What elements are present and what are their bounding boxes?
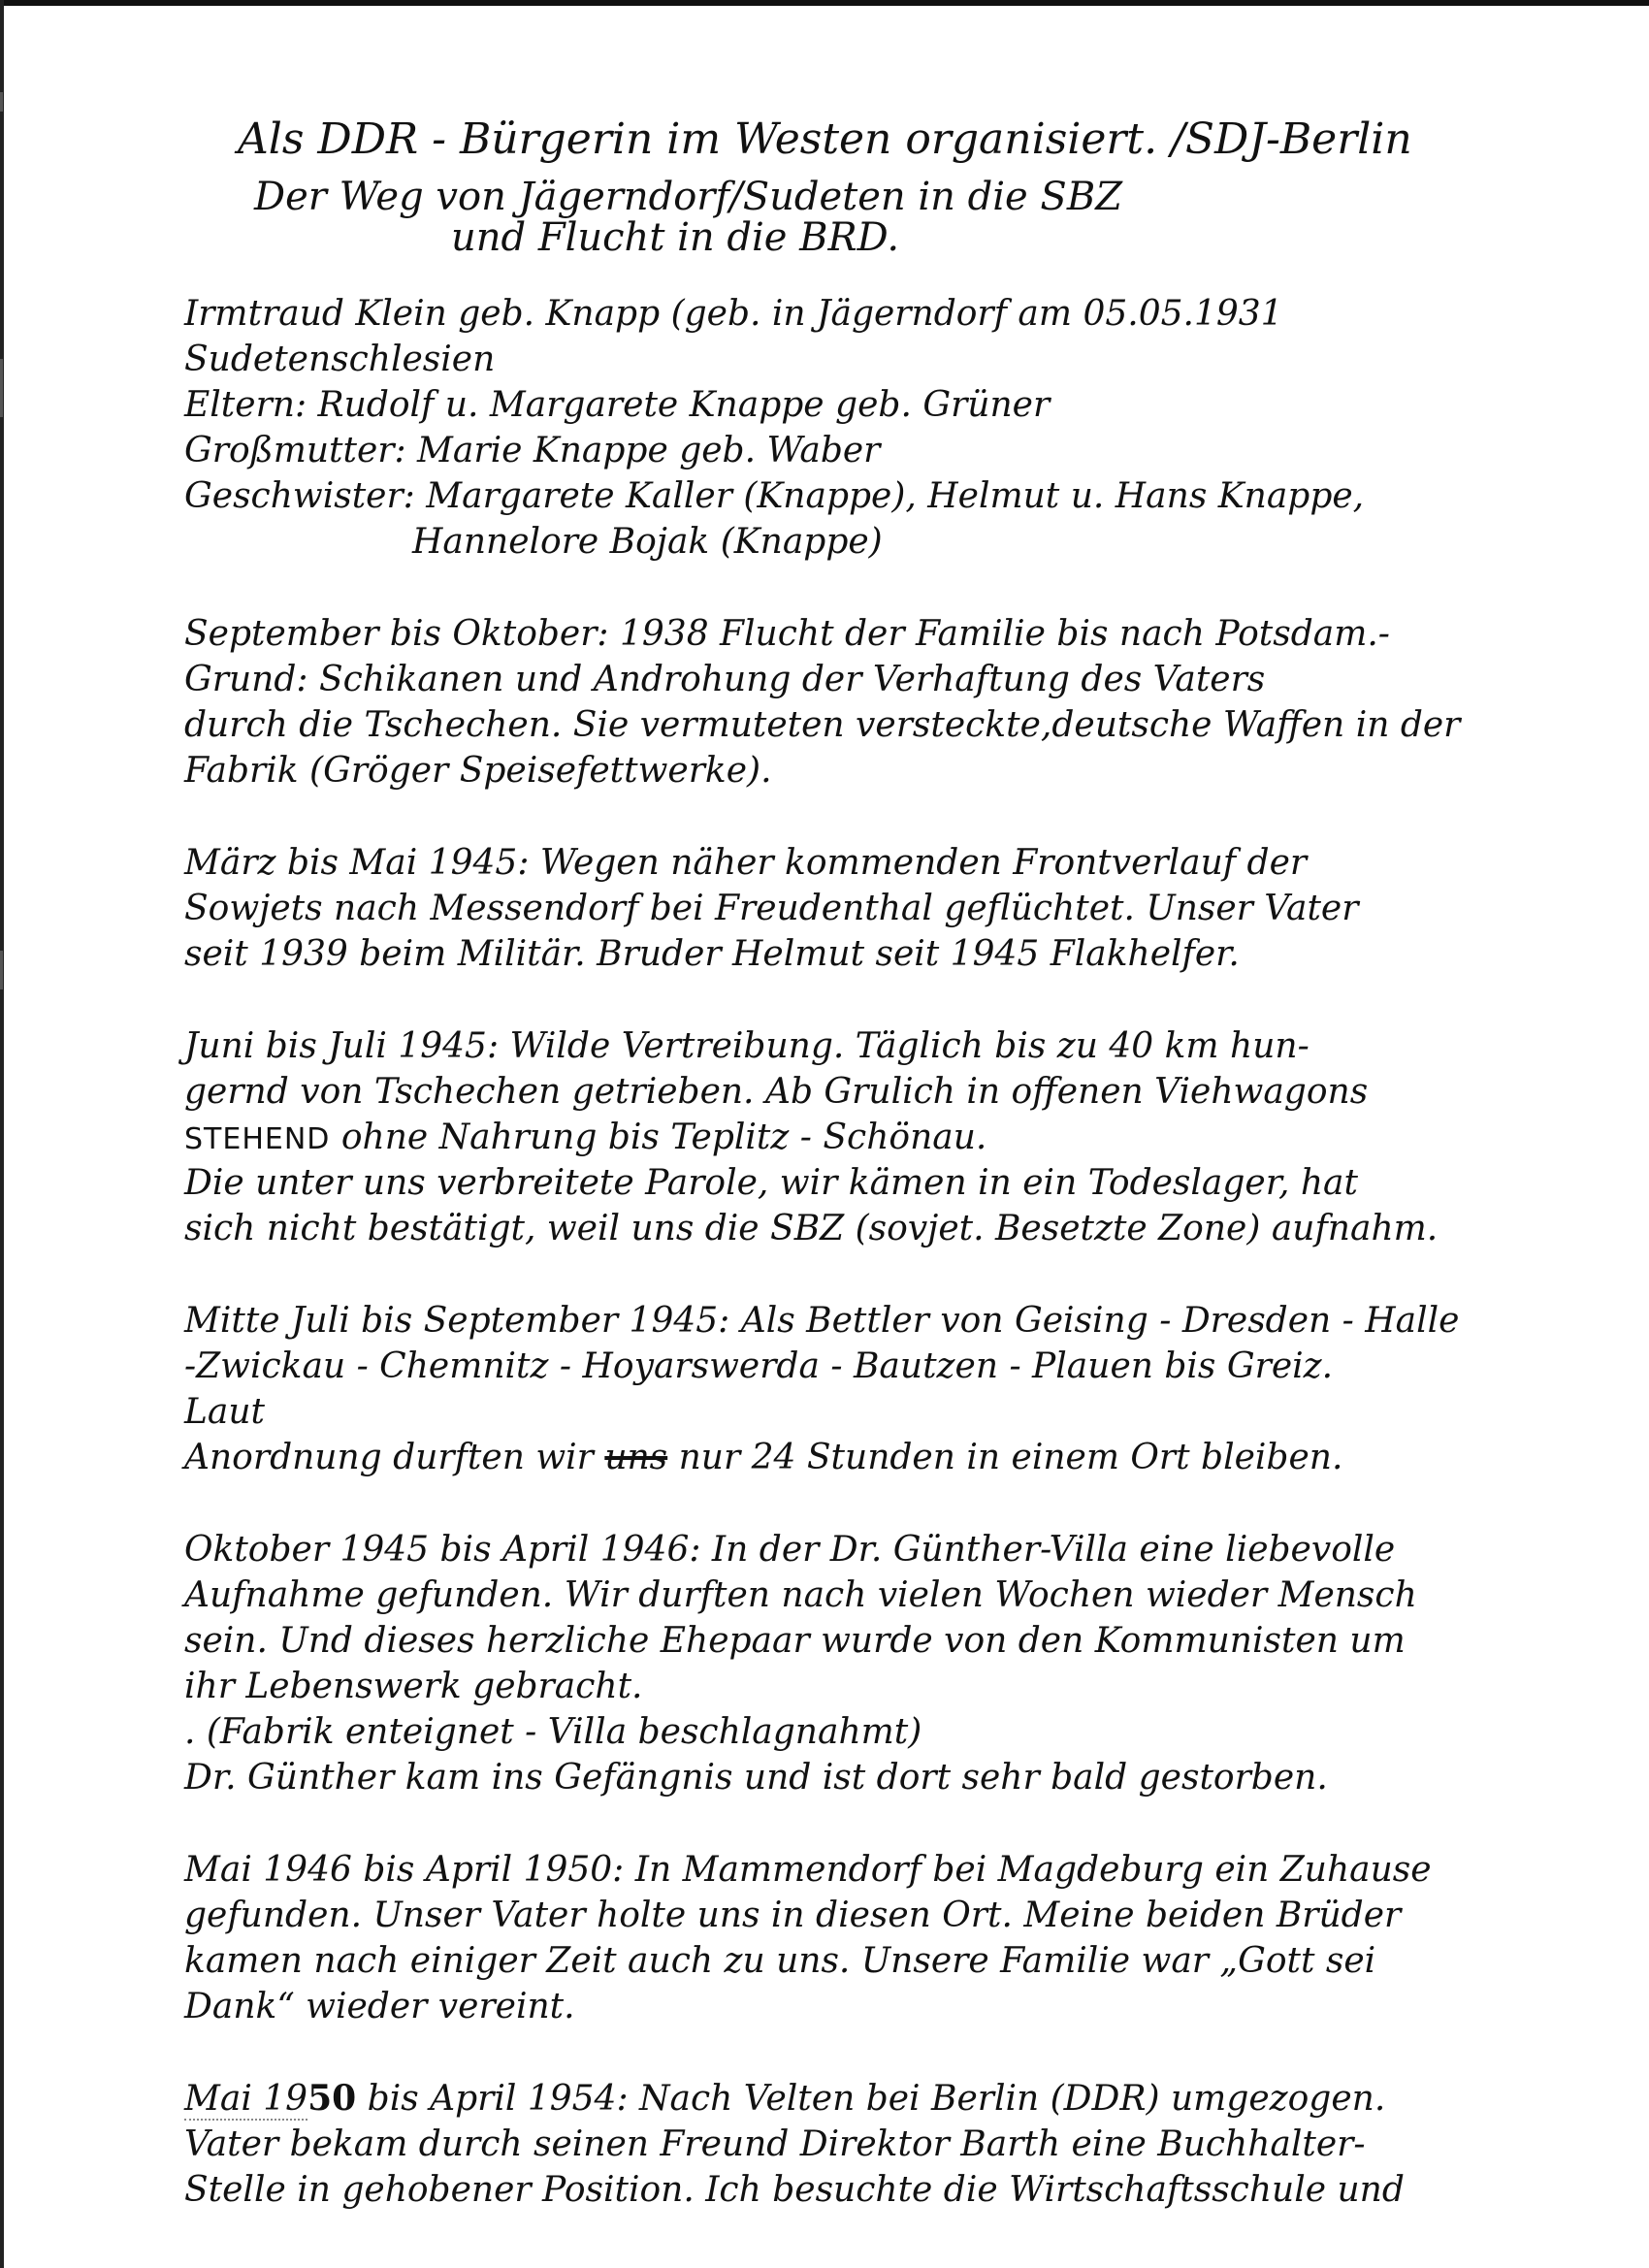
text-line: März bis Mai 1945: Wegen näher kommenden Frontverlauf der [184, 843, 1308, 883]
section-1945-october [184, 1527, 1523, 1800]
text-line: seit 1939 beim Militär. Bruder Helmut seit 1945 Flakhelfer. [184, 934, 1240, 974]
scan-edge-left [0, 0, 4, 2268]
text-fragment: bis April 1954: Nach Velten bei Berlin (DDR) umgezogen. [356, 2079, 1386, 2119]
text-fragment: Mai 19 [184, 2079, 308, 2119]
text-line: Geschwister: Margarete Kaller (Knappe), Helmut u. Hans Knappe, [184, 476, 1365, 516]
text-line: gernd von Tschechen getrieben. Ab Grulich in offenen Viehwagons [184, 1072, 1369, 1112]
text-line: September bis Oktober: 1938 Flucht der Familie bis nach Potsdam.- [184, 614, 1390, 654]
text-fragment: ohne Nahrung bis Teplitz - Schönau. [330, 1118, 987, 1157]
scan-mark [0, 359, 3, 417]
text-line: Großmutter: Marie Knappe geb. Waber [184, 431, 881, 470]
document-subtitle: Der Weg von Jägerndorf/Sudeten in die SBZ [254, 175, 1123, 219]
text-line: Eltern: Rudolf u. Margarete Knappe geb. Grüner [184, 385, 1051, 425]
text-line: Sudetenschlesien [184, 340, 496, 379]
emphasis-caps: STEHEND [184, 1122, 331, 1156]
text-line: Dank“ wieder vereint. [184, 1987, 575, 2026]
overwritten-number: 50 [307, 2078, 357, 2119]
document-subtitle-2: und Flucht in die BRD. [451, 215, 900, 260]
struck-word: uns [604, 1438, 668, 1477]
section-1938 [184, 611, 1523, 794]
text-line: Sowjets nach Messendorf bei Freudenthal geflüchtet. Unser Vater [184, 889, 1359, 928]
section-1945-march [184, 840, 1523, 977]
text-line: Dr. Günther kam ins Gefängnis und ist dort sehr bald gestorben. [184, 1758, 1328, 1798]
text-line: Vater bekam durch seinen Freund Direktor Barth eine Buchhalter- [184, 2124, 1366, 2164]
text-line: -Zwickau - Chemnitz - Hoyarswerda - Bautzen - Plauen bis Greiz. [184, 1346, 1334, 1386]
text-line: Die unter uns verbreitete Parole, wir kämen in ein Todeslager, hat [184, 1163, 1358, 1203]
text-line: Aufnahme gefunden. Wir durften nach vielen Wochen wieder Mensch [184, 1575, 1417, 1615]
text-line: Fabrik (Gröger Speisefettwerke). [184, 751, 772, 791]
text-line: Juni bis Juli 1945: Wilde Vertreibung. Täglich bis zu 40 km hun- [184, 1026, 1310, 1066]
text-line [184, 1115, 1523, 1160]
text-line: durch die Tschechen. Sie vermuteten versteckte,deutsche Waffen in der [184, 705, 1461, 745]
scan-mark [0, 92, 3, 112]
section-1945-june [184, 1023, 1523, 1251]
text-line: Grund: Schikanen und Androhung der Verhaftung des Vaters [184, 660, 1266, 699]
scan-mark [0, 951, 3, 989]
text-line: sein. Und dieses herzliche Ehepaar wurde von den Kommunisten um [184, 1621, 1406, 1661]
text-line: ihr Lebenswerk gebracht. [184, 1667, 643, 1706]
scan-edge-top [0, 0, 1649, 6]
personal-info-block [184, 291, 1523, 565]
text-fragment: nur 24 Stunden in einem Ort bleiben. [667, 1438, 1343, 1477]
text-line: gefunden. Unser Vater holte uns in diesen Ort. Meine beiden Brüder [184, 1895, 1402, 1935]
text-line: Laut [184, 1392, 266, 1432]
text-line [184, 2076, 1523, 2122]
text-line: sich nicht bestätigt, weil uns die SBZ (sovjet. Besetzte Zone) aufnahm. [184, 1209, 1439, 1248]
text-line [184, 1435, 1523, 1480]
text-line: Mitte Juli bis September 1945: Als Bettler von Geising - Dresden - Halle [184, 1301, 1460, 1341]
document-title: Als DDR - Bürgerin im Westen organisiert. /SDJ-Berlin [238, 114, 1412, 164]
section-1950 [184, 2076, 1523, 2213]
text-fragment: Anordnung durften wir [184, 1438, 605, 1477]
text-line: Hannelore Bojak (Knappe) [412, 522, 883, 562]
document-body [184, 291, 1523, 2213]
text-line: Stelle in gehobener Position. Ich besuchte die Wirtschaftsschule und [184, 2170, 1405, 2210]
text-line: Irmtraud Klein geb. Knapp (geb. in Jägerndorf am 05.05.1931 [184, 294, 1283, 334]
section-1946 [184, 1847, 1523, 2029]
section-1945-july [184, 1298, 1523, 1480]
text-line: Mai 1946 bis April 1950: In Mammendorf bei Magdeburg ein Zuhause [184, 1850, 1432, 1890]
text-line: Oktober 1945 bis April 1946: In der Dr. Günther-Villa eine liebevolle [184, 1530, 1396, 1570]
text-line: . (Fabrik enteignet - Villa beschlagnahmt) [184, 1712, 922, 1752]
text-line: kamen nach einiger Zeit auch zu uns. Unsere Familie war „Gott sei [184, 1941, 1376, 1981]
